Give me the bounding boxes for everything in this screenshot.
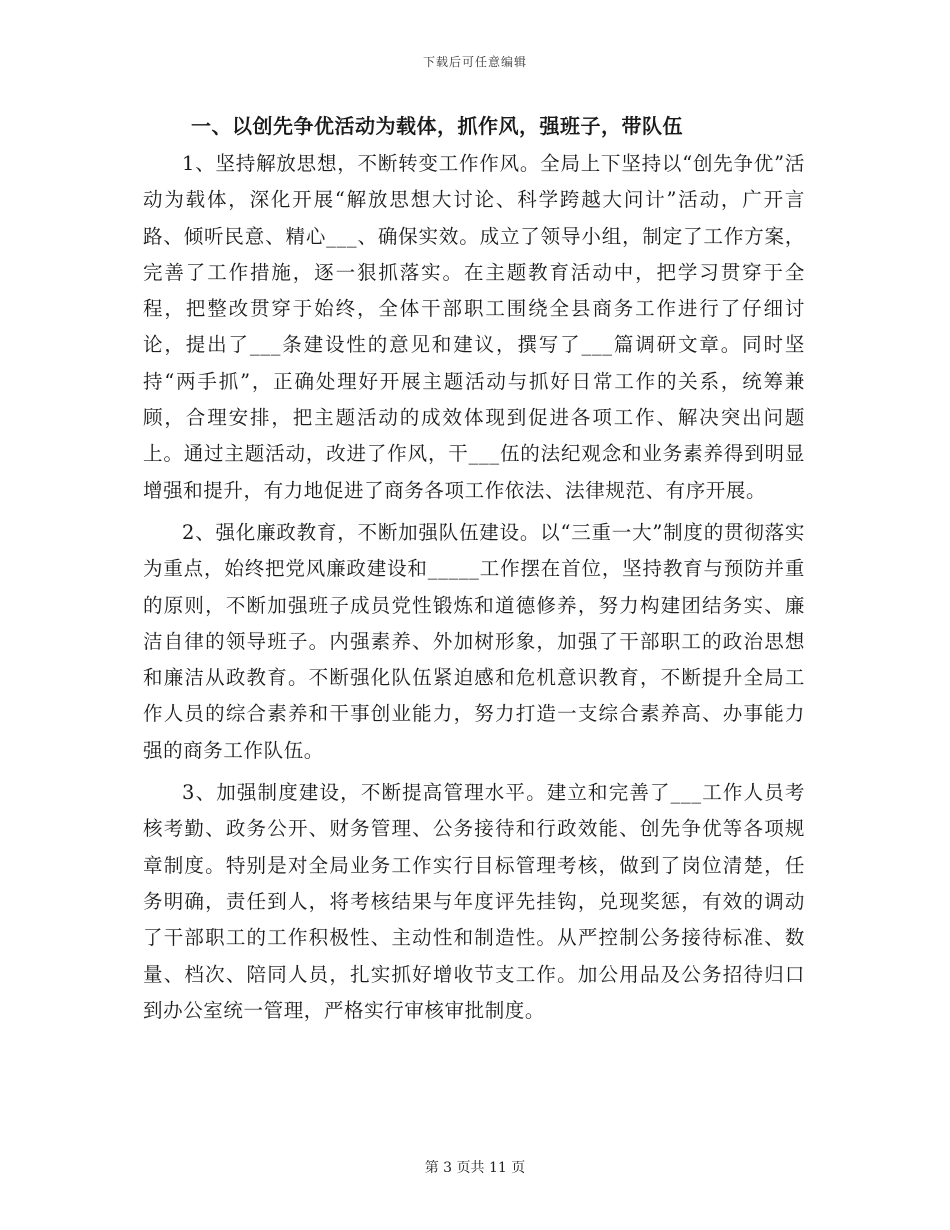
header-note: 下载后可任意编辑 [422, 55, 527, 69]
paragraph-1: 1、坚持解放思想，不断转变工作作风。全局上下坚持以“创先争优”活动为载体，深化开展“解放思想大讨论、科学跨越大问计”活动，广开言路、倾听民意、精心___、确保实效。成立了领导小组，制定了工作方案，完善了工作措施，逐一狠抓落实。在主题教育活动中，把学习贯穿于全程，把整改贯穿于始终，全体干部职工围绕全县商务工作进行了仔细讨论，提出了___条建设性的意见和建议，撰写了___篇调研文章。同时坚持“两手抓”，正确处理好开展主题活动与抓好日常工作的关系，统筹兼顾，合理安排，把主题活动的成效体现到促进各项工作、解决突出问题上。通过主题活动，改进了作风，干___伍的法纪观念和业务素养得到明显增强和提升，有力地促进了商务各项工作依法、法律规范、有序开展。 [143, 152, 805, 502]
page-number: 第 3 页共 11 页 [424, 1160, 526, 1176]
section-title: 一、以创先争优活动为载体，抓作风，强班子，带队伍 [191, 114, 683, 138]
document-body [143, 106, 805, 1035]
paragraph-3: 3、加强制度建设，不断提高管理水平。建立和完善了___工作人员考核考勤、政务公开、财务管理、公务接待和行政效能、创先争优等各项规章制度。特别是对全局业务工作实行目标管理考核，做到了岗位清楚，任务明确，责任到人，将考核结果与年度评先挂钩，兑现奖惩，有效的调动了干部职工的工作积极性、主动性和制造性。从严控制公务接待标准、数量、档次、陪同人员，扎实抓好增收节支工作。加公用品及公务招待归口到办公室统一管理，严格实行审核审批制度。 [143, 781, 805, 1022]
paragraph-2: 2、强化廉政教育，不断加强队伍建设。以“三重一大”制度的贯彻落实为重点，始终把党风廉政建设和_____工作摆在首位，坚持教育与预防并重的原则，不断加强班子成员党性锻炼和道德修养，努力构建团结务实、廉洁自律的领导班子。内强素养、外加树形象，加强了干部职工的政治思想和廉洁从政教育。不断强化队伍紧迫感和危机意识教育，不断提升全局工作人员的综合素养和干事创业能力，努力打造一支综合素养高、办事能力强的商务工作队伍。 [143, 520, 805, 762]
